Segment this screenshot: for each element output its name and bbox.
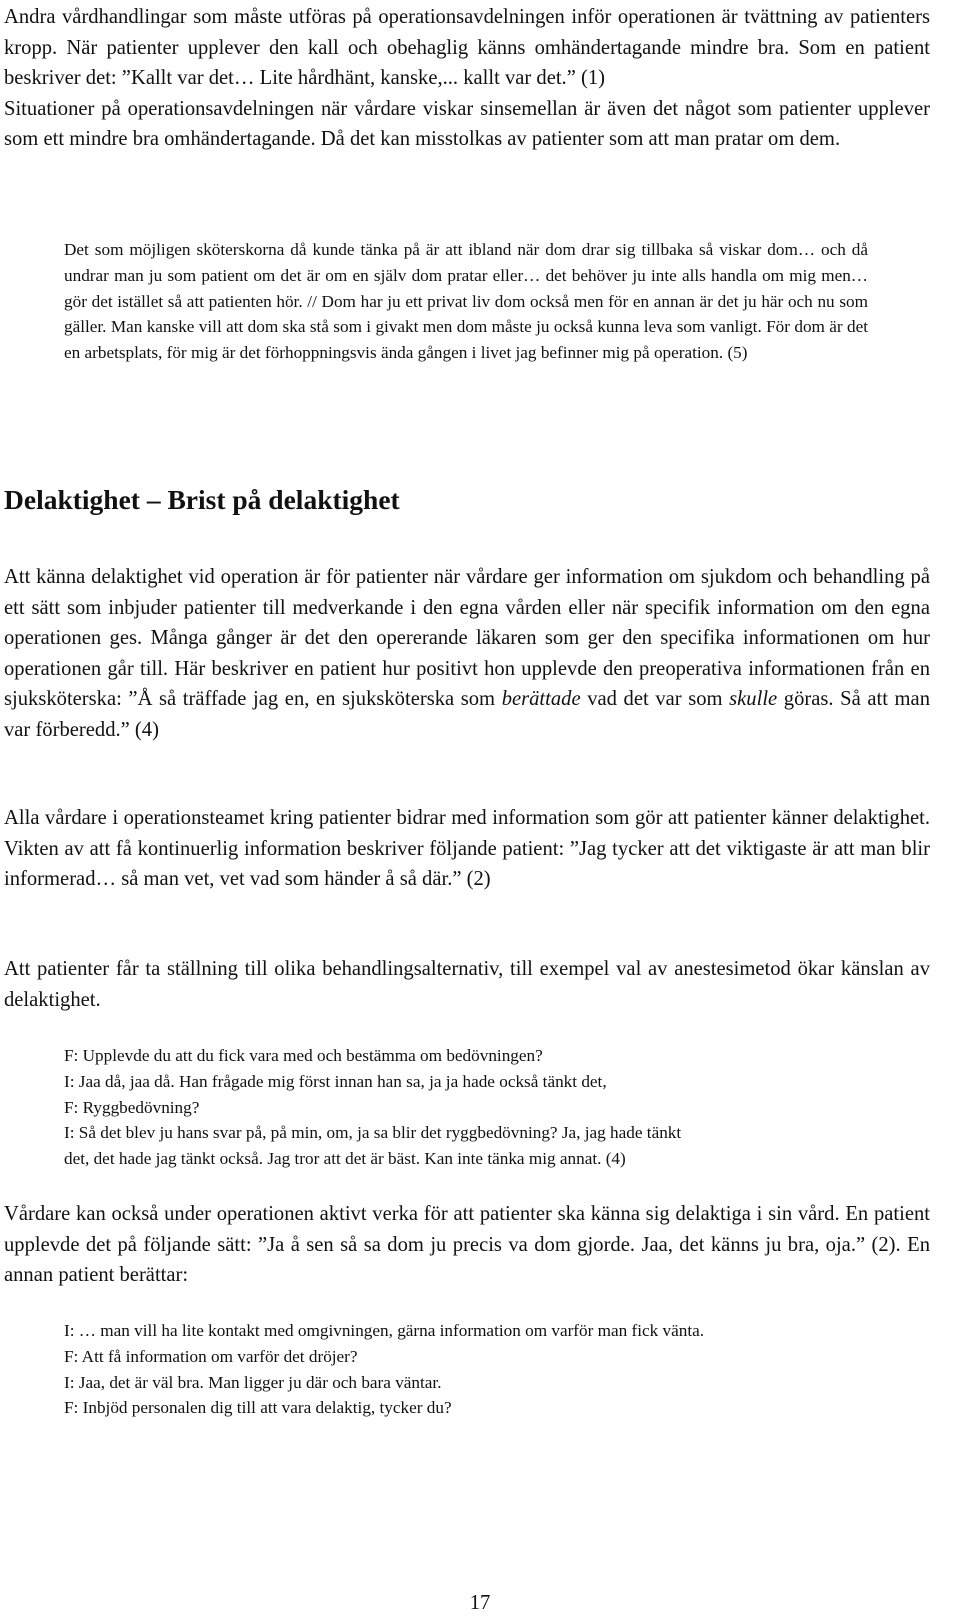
- dialog-line: F: Inbjöd personalen dig till att vara delaktig, tycker du?: [64, 1398, 452, 1418]
- intro-text-part1: Andra vårdhandlingar som måste utföras på operationsavdelningen inför operationen är tvättning av patienters kropp. När patienter upplever den kall och obehaglig känns omhändertagande mindre bra. Som en patient beskriver det: ”Kallt var det… Lite hårdhänt, kanske,... kallt var det.” (1): [4, 6, 930, 90]
- delaktighet-text: Att känna delaktighet vid operation är för patienter när vårdare ger information om sjukdom och behandling på ett sätt som inbjuder patienter till medverkande i den egna vården eller när specifik information om den egna operationen ges. Många gånger är det den opererande läkaren som ger den specifika informationen om hur operationen går till. Här beskriver en patient hur positivt hon upplevde den preoperativa informationen från en sjuksköterska: ”Å så träffade jag en, en sjuksköterska som: [4, 566, 930, 711]
- dialog-line: I: … man vill ha lite kontakt med omgivningen, gärna information om varför man fick väntа.: [64, 1321, 705, 1340]
- dialog-line: F: Upplevde du att du fick vara med och bestämma om bedövningen?: [64, 1046, 543, 1065]
- paragraph-alla-vardare: Alla vårdare i operationsteamet kring patienter bidrar med information som gör att patienter känner delaktighet. Vikten av att få kontinuerlig information beskriver följande patient: ”Jag tycker att det viktigaste är att man blir informerad… så man vet, vet vad som händer å så där.” (2): [4, 807, 930, 891]
- delaktighet-text-between: vad det var som: [580, 688, 730, 711]
- emphasis-skulle: skulle: [729, 688, 778, 711]
- intro-text-part2: Situationer på operationsavdelningen när vårdare viskar sinsemellan är även det något som patienter upplever som ett mindre bra omhändertagande. Då det kan misstolkas av patienter som att man pratar om dem.: [4, 97, 930, 151]
- dialog-interview-2: [64, 1318, 868, 1421]
- intro-paragraph: [4, 2, 930, 155]
- dialog-line: F: Ryggbedövning?: [64, 1097, 200, 1117]
- quote-patient-5: Det som möjligen sköterskorna då kunde tänka på är att ibland när dom drar sig tillbaka så viskar dom… och då undrar man ju som patient om det är om en själv dom pratar eller… det behöver ju inte alls handla om mig men… gör det istället så att patienten hör. // Dom har ju ett privat liv dom också men för en annan är det ju här och nu som gäller. Man kanske vill att dom ska stå som i givakt men dom måste ju också kunna leva som vanligt. För dom är det en arbetsplats, för mig är det förhoppningsvis ända gången i livet jag befinner mig på operation. (5): [64, 240, 868, 363]
- delaktighet-text-after: göras. Så att man var förberedd.” (4): [4, 688, 930, 741]
- dialog-line: I: Så det blev ju hans svar på, på min, om, ja sa blir det ryggbedövning? Ja, jag hade tänkt: [64, 1123, 682, 1143]
- page-number: 17: [469, 1592, 491, 1614]
- dialog-line: I: Jaa, det är väl bra. Man ligger ju där och bara väntar.: [64, 1372, 442, 1392]
- paragraph-stallning: Att patienter får ta ställning till olika behandlingsalternativ, till exempel val av anestesimetod ökar känslan av delaktighet.: [4, 958, 930, 1011]
- section-heading: Delaktighet – Brist på delaktighet: [4, 484, 400, 515]
- dialog-line: I: Jaa då, jaa då. Han frågade mig först innan han sa, ja ja hade också tänkt det,: [64, 1071, 607, 1091]
- paragraph-vardare-aktivt: Vårdare kan också under operationen aktivt verka för att patienter ska känna sig delaktiga i sin vård. En patient upplevde det på följande sätt: ”Ja å sen så sa dom ju precis va dom gjorde. Jaa, det känns ju bra, oja.” (2). En annan patient berättar:: [4, 1203, 930, 1287]
- paragraph-delaktighet: [4, 562, 930, 746]
- dialog-line: det, det hade jag tänkt också. Jag tror att det är bäst. Kan inte tänka mig annat. (4): [64, 1149, 626, 1169]
- dialog-line: F: Att få information om varför det dröjer?: [64, 1346, 358, 1366]
- dialog-interview-4: [64, 1043, 884, 1172]
- emphasis-berattade: berättade: [501, 688, 581, 711]
